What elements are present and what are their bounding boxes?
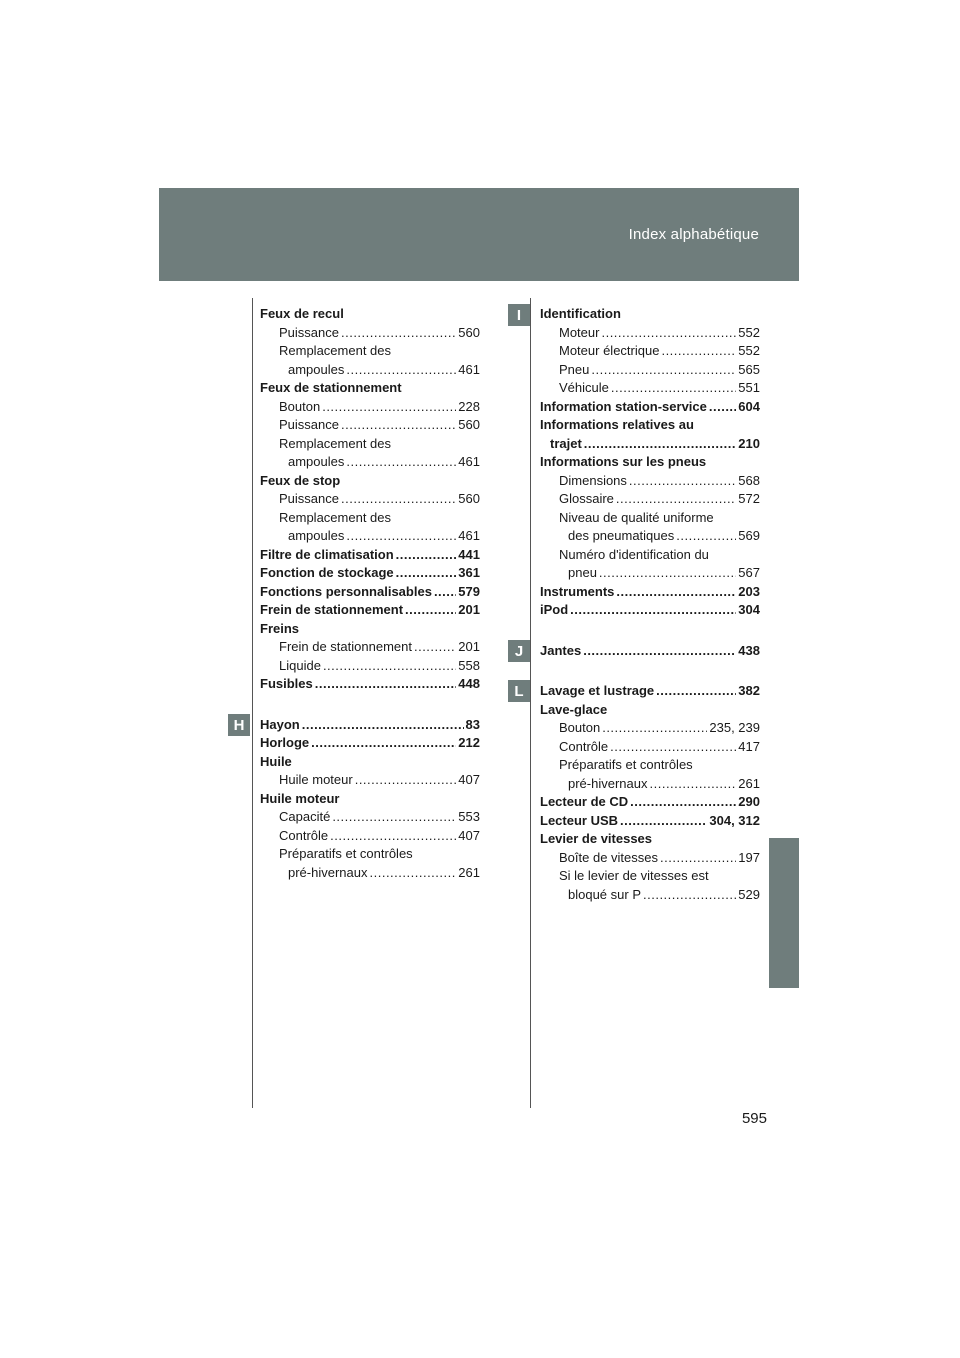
entry-label: Bouton	[559, 720, 601, 735]
index-entry	[540, 583, 760, 602]
entry-label: Niveau de qualité uniforme	[559, 509, 714, 525]
dot-leader	[709, 398, 736, 417]
index-subentry	[260, 361, 480, 380]
index-entry	[540, 701, 760, 720]
entry-label: Liquide	[279, 657, 321, 673]
entry-label: Frein de stationnement	[279, 639, 412, 654]
entry-label: Bouton	[279, 398, 321, 414]
page-reference[interactable]: 417	[738, 738, 760, 754]
index-subentry	[260, 324, 480, 343]
dot-leader	[630, 793, 736, 812]
entry-label: Freins	[260, 620, 300, 636]
entry-label: Lecteur de CD	[540, 794, 629, 809]
entry-label: bloqué sur P	[568, 886, 641, 902]
index-subentry	[540, 564, 760, 583]
index-subentry	[540, 342, 760, 361]
entry-label: Contrôle	[559, 738, 609, 754]
entry-label: Informations sur les pneus	[540, 454, 707, 469]
index-subentry	[260, 416, 480, 435]
page-reference[interactable]: 558	[458, 657, 480, 673]
dot-leader	[650, 775, 737, 794]
entry-label: pneu	[568, 565, 597, 580]
page-reference[interactable]: 438	[738, 642, 760, 658]
section-letter-j: J	[508, 640, 530, 662]
index-subentry	[540, 546, 760, 565]
page-reference[interactable]: 579	[458, 583, 480, 599]
page-reference[interactable]: 201	[458, 602, 480, 617]
index-subentry	[540, 886, 760, 905]
entry-label: Frein de stationnement	[260, 602, 404, 617]
page-reference[interactable]: 203	[738, 583, 760, 599]
index-entry	[260, 583, 480, 602]
index-subentry	[260, 527, 480, 546]
page-reference[interactable]: 551	[738, 380, 760, 395]
entry-label: Si le levier de vitesses est	[559, 868, 709, 883]
entry-label: Feux de recul	[260, 306, 344, 321]
index-entry	[260, 734, 480, 753]
index-entry	[540, 812, 760, 831]
entry-label: Huile moteur	[279, 772, 353, 787]
page-reference[interactable]: 552	[738, 324, 760, 340]
index-subentry	[540, 361, 760, 380]
left-rule	[252, 298, 253, 1108]
entry-label: Huile moteur	[260, 790, 340, 806]
dot-leader	[656, 682, 736, 701]
index-subentry	[540, 719, 760, 738]
page-reference[interactable]: 461	[458, 528, 480, 543]
page-reference[interactable]: 560	[458, 324, 480, 340]
index-entry	[540, 398, 760, 417]
entry-label: Feux de stationnement	[260, 380, 402, 395]
dot-leader	[396, 564, 457, 583]
entry-label: Lavage et lustrage	[540, 683, 655, 698]
dot-leader	[405, 601, 456, 620]
section-title: Index alphabétique	[628, 226, 759, 243]
index-subentry	[540, 490, 760, 509]
header-band	[159, 188, 799, 281]
entry-label: Remplacement des	[279, 509, 391, 525]
page-reference[interactable]: 83	[465, 716, 480, 732]
index-entry	[260, 305, 480, 324]
section-letter-i: I	[508, 304, 530, 326]
entry-label: Moteur	[559, 324, 600, 340]
dot-leader	[610, 738, 736, 757]
thumb-index-tab	[769, 838, 799, 988]
dot-leader	[434, 583, 456, 602]
entry-label: Huile	[260, 753, 292, 769]
page-reference[interactable]: 553	[458, 809, 480, 824]
index-entry	[540, 642, 760, 661]
entry-label: Feux de stop	[260, 472, 341, 488]
entry-label: iPod	[540, 602, 569, 617]
entry-label: Puissance	[279, 324, 339, 340]
index-subentry	[540, 472, 760, 491]
entry-label: Instruments	[540, 583, 615, 599]
index-subentry	[540, 379, 760, 398]
dot-leader	[570, 601, 736, 620]
entry-label: Hayon	[260, 716, 300, 732]
index-subentry	[540, 324, 760, 343]
dot-leader	[616, 583, 736, 602]
entry-label: Jantes	[540, 642, 582, 658]
page-reference[interactable]: 560	[458, 491, 480, 506]
index-subentry	[260, 771, 480, 790]
index-entry	[540, 830, 760, 849]
index-entry	[260, 564, 480, 583]
section-gap	[540, 660, 760, 682]
page-reference[interactable]: 361	[458, 565, 480, 580]
dot-leader	[620, 812, 707, 831]
entry-label: Puissance	[279, 491, 339, 506]
page-reference[interactable]: 228	[458, 398, 480, 414]
entry-label: ampoules	[288, 454, 345, 469]
index-entry	[260, 601, 480, 620]
index-subentry	[260, 435, 480, 454]
dot-leader	[583, 642, 736, 661]
page-reference[interactable]: 304	[738, 602, 760, 617]
index-subentry	[260, 342, 480, 361]
page-reference[interactable]: 565	[738, 361, 760, 377]
page-reference[interactable]: 529	[738, 886, 760, 902]
page-reference[interactable]: 290	[738, 794, 760, 809]
index-entry	[540, 453, 760, 472]
entry-label: Horloge	[260, 735, 310, 750]
dot-leader	[660, 849, 736, 868]
page-reference[interactable]: 304, 312	[709, 812, 760, 828]
page-reference[interactable]: 552	[738, 343, 760, 358]
index-subentry	[260, 398, 480, 417]
index-entry	[540, 416, 760, 435]
index-entry	[260, 379, 480, 398]
page-reference[interactable]: 407	[458, 772, 480, 787]
index-subentry	[260, 490, 480, 509]
page-reference[interactable]: 201	[458, 639, 480, 654]
dot-leader	[346, 361, 456, 380]
index-entry	[540, 435, 760, 454]
entry-label: Levier de vitesses	[540, 831, 653, 846]
dot-leader	[591, 361, 736, 380]
dot-leader	[611, 379, 736, 398]
entry-label: Information station-service	[540, 398, 707, 414]
index-subentry	[260, 509, 480, 528]
dot-leader	[370, 864, 457, 883]
index-subentry	[260, 827, 480, 846]
page-reference[interactable]: 448	[458, 676, 480, 691]
entry-label: pré-hivernaux	[288, 864, 368, 880]
index-entry	[260, 675, 480, 694]
dot-leader	[599, 564, 736, 583]
entry-label: ampoules	[288, 361, 345, 377]
dot-leader	[661, 342, 736, 361]
dot-leader	[341, 324, 456, 343]
entry-label: Remplacement des	[279, 343, 391, 358]
page-reference[interactable]: 604	[738, 398, 760, 414]
dot-leader	[332, 808, 456, 827]
index-subentry	[260, 864, 480, 883]
index-subentry	[540, 527, 760, 546]
dot-leader	[601, 324, 736, 343]
index-entry	[260, 716, 480, 735]
entry-label: Fusibles	[260, 676, 313, 691]
index-subentry	[540, 509, 760, 528]
index-entry	[540, 601, 760, 620]
dot-leader	[302, 716, 464, 735]
entry-label: Pneu	[559, 361, 590, 377]
entry-label: ampoules	[288, 528, 345, 543]
dot-leader	[629, 472, 736, 491]
center-rule	[530, 298, 531, 1108]
entry-label: Puissance	[279, 417, 339, 432]
dot-leader	[341, 416, 456, 435]
entry-label: Véhicule	[559, 380, 609, 395]
entry-label: Préparatifs et contrôles	[559, 757, 693, 772]
dot-leader	[396, 546, 457, 565]
dot-leader	[322, 398, 456, 417]
section-letter-h: H	[228, 714, 250, 736]
index-entry	[260, 472, 480, 491]
index-subentry	[260, 453, 480, 472]
entry-label: Fonctions personnalisables	[260, 583, 432, 599]
page-reference[interactable]: 461	[458, 361, 480, 377]
index-subentry	[260, 808, 480, 827]
index-subentry	[260, 638, 480, 657]
entry-label: Numéro d'identification du	[559, 546, 709, 562]
page-reference[interactable]: 235, 239	[709, 720, 760, 735]
dot-leader	[311, 734, 456, 753]
entry-label: Lave-glace	[540, 701, 608, 717]
page-reference[interactable]: 210	[738, 435, 760, 451]
dot-leader	[414, 638, 456, 657]
index-subentry	[260, 657, 480, 676]
index-entry	[260, 790, 480, 809]
dot-leader	[346, 453, 456, 472]
entry-label: Identification	[540, 306, 621, 321]
dot-leader	[584, 435, 737, 454]
entry-label: Filtre de climatisation	[260, 546, 394, 562]
index-subentry	[540, 775, 760, 794]
entry-label: Boîte de vitesses	[559, 849, 658, 865]
index-subentry	[540, 849, 760, 868]
page-reference[interactable]: 568	[738, 472, 760, 488]
page-reference[interactable]: 567	[738, 565, 760, 580]
page-reference[interactable]: 261	[738, 775, 760, 791]
entry-label: trajet	[550, 435, 582, 451]
entry-label: Contrôle	[279, 827, 329, 843]
index-subentry	[540, 756, 760, 775]
dot-leader	[315, 675, 457, 694]
index-entry	[540, 793, 760, 812]
dot-leader	[602, 719, 707, 738]
page-reference[interactable]: 572	[738, 491, 760, 506]
index-subentry	[260, 845, 480, 864]
index-entry	[540, 682, 760, 701]
section-gap	[540, 620, 760, 642]
page-reference[interactable]: 212	[458, 735, 480, 750]
entry-label: Fonction de stockage	[260, 565, 394, 580]
entry-label: Dimensions	[559, 472, 627, 488]
index-column-right	[540, 305, 760, 904]
page-reference[interactable]: 197	[738, 849, 760, 865]
page-number: 595	[741, 1110, 767, 1127]
dot-leader	[330, 827, 456, 846]
section-letter-l: L	[508, 680, 530, 702]
entry-label: Glossaire	[559, 491, 614, 506]
page-reference[interactable]: 441	[458, 546, 480, 562]
dot-leader	[341, 490, 456, 509]
dot-leader	[323, 657, 456, 676]
dot-leader	[643, 886, 736, 905]
dot-leader	[616, 490, 736, 509]
index-entry	[540, 305, 760, 324]
page-reference[interactable]: 461	[458, 454, 480, 469]
index-entry	[260, 546, 480, 565]
dot-leader	[355, 771, 457, 790]
entry-label: des pneumatiques	[568, 528, 675, 543]
page-reference[interactable]: 569	[738, 528, 760, 543]
entry-label: Capacité	[279, 809, 331, 824]
entry-label: pré-hivernaux	[568, 775, 648, 791]
entry-label: Informations relatives au	[540, 417, 694, 432]
index-column-left	[260, 305, 480, 882]
index-subentry	[540, 867, 760, 886]
entry-label: Lecteur USB	[540, 812, 619, 828]
dot-leader	[676, 527, 736, 546]
page-reference[interactable]: 407	[458, 827, 480, 843]
dot-leader	[346, 527, 456, 546]
index-subentry	[540, 738, 760, 757]
entry-label: Préparatifs et contrôles	[279, 846, 413, 861]
index-entry	[260, 620, 480, 639]
entry-label: Remplacement des	[279, 435, 391, 451]
section-gap	[260, 694, 480, 716]
index-entry	[260, 753, 480, 772]
page-reference[interactable]: 382	[738, 683, 760, 698]
entry-label: Moteur électrique	[559, 343, 660, 358]
page-reference[interactable]: 261	[458, 864, 480, 880]
page-reference[interactable]: 560	[458, 417, 480, 432]
